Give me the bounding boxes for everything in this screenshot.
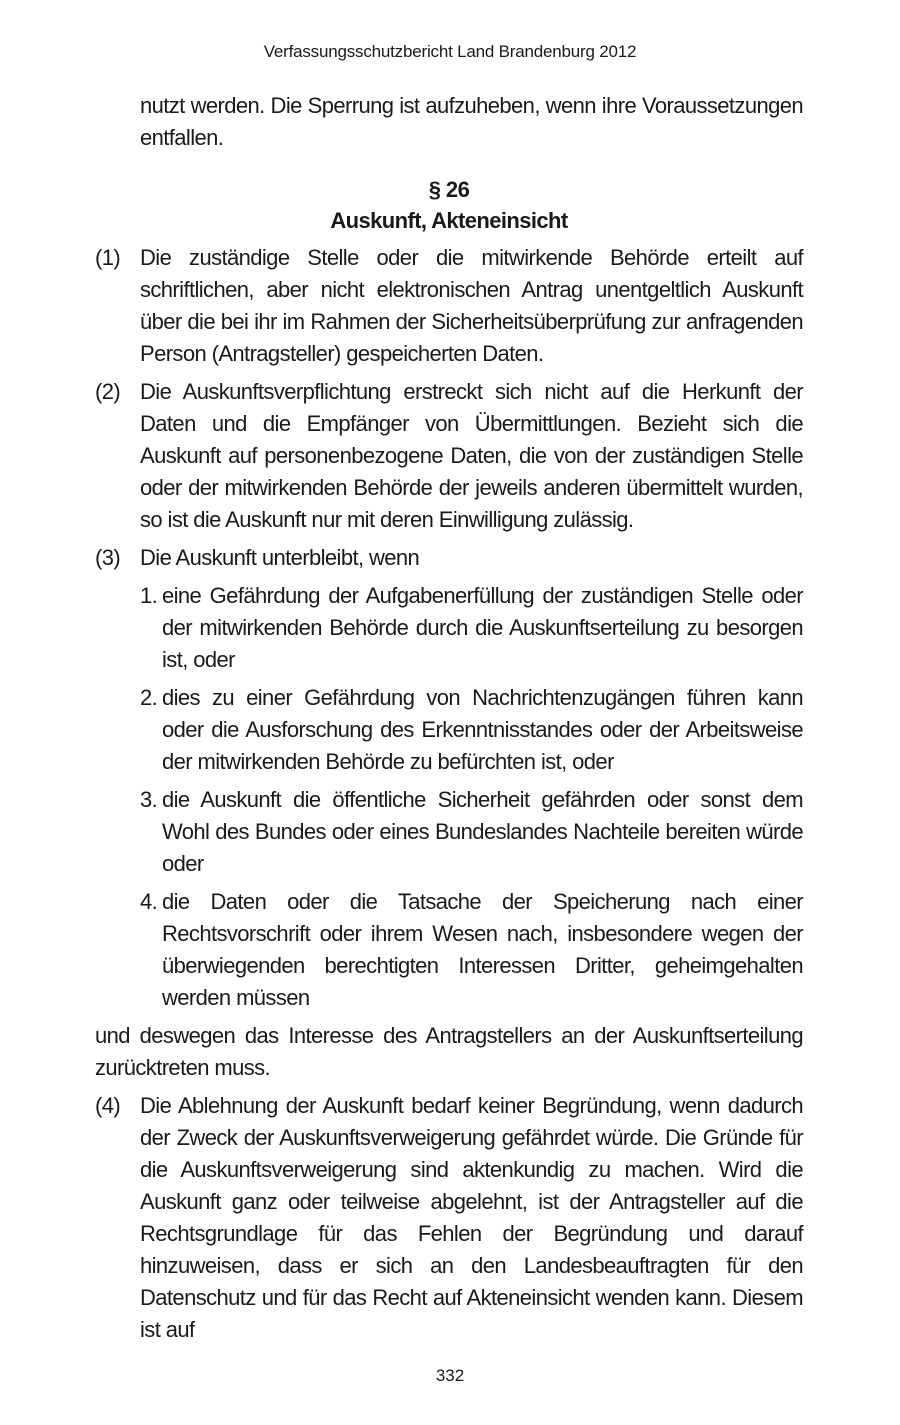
paragraph-4 [95,1090,803,1346]
paragraph-number: (1) [95,245,121,270]
list-item-text: die Daten oder die Tatsache der Speicherung nach einer Rechtsvorschrift oder ihrem Wesen nach, insbesondere wegen der überwiegenden berechtigten Interessen Dritter, geheimgehalten werden müssen [162,889,803,1010]
section-number: § 26 [428,177,470,202]
list-item-number: 1. [140,583,158,608]
paragraph-text: Die Auskunft unterbleibt, wenn [140,545,420,570]
page-number: 332 [435,1366,465,1385]
paragraph-text: Die Auskunftsverpflichtung erstreckt sich nicht auf die Herkunft der Daten und die Empfänger von Übermittlungen. Bezieht sich die Auskunft auf personenbezogene Daten, die von der zuständigen Stelle oder der mitwirkenden Behörde der jeweils anderen übermittelt wurden, so ist die Auskunft nur mit deren Einwilligung zulässig. [140,379,803,532]
paragraph-number: (3) [95,545,121,570]
list-item [140,580,803,676]
paragraph-2 [95,376,803,536]
list-item [140,886,803,1014]
list-item-text: dies zu einer Gefährdung von Nachrichtenzugängen führen kann oder die Ausforschung des Erkenntnisstandes oder der Arbeitsweise der mitwirkenden Behörde zu befürchten ist, oder [162,685,803,774]
running-header: Verfassungsschutzbericht Land Brandenburg 2012 [263,42,637,61]
section-heading [95,174,803,236]
paragraph-text: Die zuständige Stelle oder die mitwirkende Behörde erteilt auf schriftlichen, aber nicht elektronischen Antrag unentgeltlich Auskunft über die bei ihr im Rahmen der Sicherheitsüberprüfung zur anfragenden Person (Antragsteller) gespeicherten Daten. [140,245,803,366]
list-item-text: eine Gefährdung der Aufgabenerfüllung der zuständigen Stelle oder der mitwirkenden Behörde durch die Auskunftserteilung zu besorgen ist, oder [162,583,803,672]
continuation-text: nutzt werden. Die Sperrung ist aufzuheben, wenn ihre Voraussetzungen entfallen. [140,93,803,150]
paragraph-3 [95,542,803,574]
enumerated-list [140,580,803,1014]
list-item-number: 2. [140,685,158,710]
list-item-number: 3. [140,787,158,812]
paragraph-1 [95,242,803,370]
closing-clause: und deswegen das Interesse des Antragstellers an der Auskunftserteilung zurücktreten muss. [95,1023,803,1080]
list-item-number: 4. [140,889,158,914]
list-item [140,784,803,880]
paragraph-number: (2) [95,379,121,404]
paragraph-number: (4) [95,1093,121,1118]
paragraph-text: Die Ablehnung der Auskunft bedarf keiner Begründung, wenn dadurch der Zweck der Auskunftsverweigerung gefährdet würde. Die Gründe für die Auskunftsverweigerung sind aktenkundig zu machen. Wird die Auskunft ganz oder teilweise abgelehnt, ist der Antragsteller auf die Rechtsgrundlage für das Fehlen der Begründung und darauf hinzuweisen, dass er sich an den Landesbeauftragten für den Datenschutz und für das Recht auf Akteneinsicht wenden kann. Diesem ist auf [140,1093,803,1342]
list-item [140,682,803,778]
list-item-text: die Auskunft die öffentliche Sicherheit gefährden oder sonst dem Wohl des Bundes oder eines Bundeslandes Nachteile bereiten würde oder [162,787,803,876]
section-title: Auskunft, Akteneinsicht [330,208,568,233]
document-body [95,90,803,1346]
